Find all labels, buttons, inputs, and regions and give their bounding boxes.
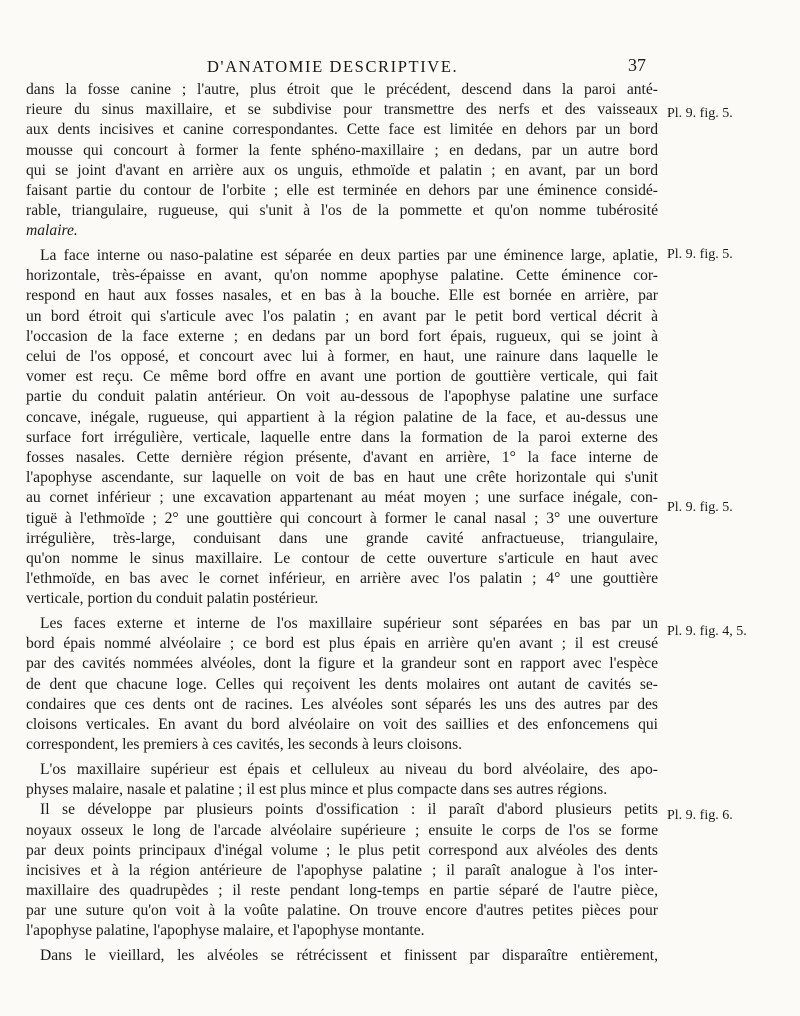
text-line: correspondent, les premiers à ces cavités, les seconds à leurs cloisons. bbox=[26, 736, 463, 754]
text-line: mousse qui concourt à former la fente sphéno-maxillaire ; en dedans, par un autre bord bbox=[26, 141, 658, 159]
text-line: l'ethmoïde, en bas avec le cornet inférieur, en arrière avec l'os palatin ; 4° une gouttière bbox=[26, 570, 658, 588]
text-line: La face interne ou naso-palatine est séparée en deux parties par une éminence large, aplatie, bbox=[40, 247, 658, 265]
text-line: par une suture qu'on voit à la voûte palatine. On trouve encore d'autres petites pièces pour bbox=[26, 902, 658, 920]
text-line: par deux points principaux d'inégal volume ; le plus petit correspond aux alvéoles des dents bbox=[26, 841, 658, 859]
text-line: dans la fosse canine ; l'autre, plus étroit que le précédent, descend dans la paroi anté- bbox=[26, 81, 658, 98]
text-line: vomer est reçu. Ce même bord offre en avant une portion de gouttière verticale, qui fait bbox=[26, 368, 658, 386]
main-text bbox=[26, 80, 658, 966]
text-line: L'os maxillaire supérieur est épais et celluleux au niveau du bord alvéolaire, des apo- bbox=[40, 760, 658, 778]
text-line: l'apophyse ascendante, sur laquelle on voit de bas en haut une crête horizontale qui s'unit bbox=[26, 469, 658, 487]
text-line: tiguë à l'ethmoïde ; 2° une gouttière qui concourt à former le canal nasal ; 3° une ouverture bbox=[26, 509, 658, 527]
paragraph-5 bbox=[26, 800, 658, 941]
text-line: bord épais nommé alvéolaire ; ce bord est plus épais en arrière qu'en avant ; il est creusé bbox=[26, 635, 658, 653]
text-line: partie du conduit palatin antérieur. On voit au-dessous de l'apophyse palatine une surface bbox=[26, 388, 658, 406]
text-line: celui de l'os opposé, et concourt avec lui à former, en haut, une rainure dans laquelle le bbox=[26, 348, 658, 366]
paragraph-1 bbox=[26, 80, 658, 242]
text-line: au cornet inférieur ; une excavation appartenant au méat moyen ; une surface inégale, con- bbox=[26, 489, 658, 507]
paragraph-6 bbox=[26, 946, 658, 966]
text-line: respond en haut aux fosses nasales, et en bas à la bouche. Elle est bornée en arrière, par bbox=[26, 287, 658, 305]
text-line: concave, inégale, rugueuse, qui appartient à la région palatine de la face, et au-dessus une bbox=[26, 408, 658, 426]
paragraph-3 bbox=[26, 614, 658, 755]
text-line: qu'on nomme le sinus maxillaire. Le contour de cette ouverture s'articule en haut avec bbox=[26, 549, 658, 567]
text-line: de dent que chacune loge. Celles qui reçoivent les dents molaires ont autant de cavités se- bbox=[26, 675, 658, 693]
text-line: incisives et à la région antérieure de l'apophyse palatine ; il paraît analogue à l'os inter- bbox=[26, 861, 658, 879]
text-line: qui se joint d'avant en arrière aux os unguis, ethmoïde et palatin ; en avant, par un bord bbox=[26, 161, 658, 179]
plate-reference: Pl. 9. fig. 6. bbox=[667, 808, 733, 823]
paragraph-4 bbox=[26, 760, 658, 800]
text-line: noyaux osseux le long de l'arcade alvéolaire supérieure ; ensuite le corps de l'os se forme bbox=[26, 821, 658, 839]
text-line: horizontale, très-épaisse en avant, qu'on nomme apophyse palatine. Cette éminence cor- bbox=[26, 267, 658, 285]
text-line: condaires que ces dents ont de racines. Les alvéoles sont séparés les uns des autres par des bbox=[26, 695, 658, 713]
text-line: malaire. bbox=[26, 222, 78, 240]
page-number: 37 bbox=[628, 55, 646, 75]
plate-reference: Pl. 9. fig. 5. bbox=[667, 247, 733, 262]
text-line: maxillaire des quadrupèdes ; il reste pendant long-temps en partie séparé de l'autre pièce, bbox=[26, 882, 658, 900]
text-line: rieure du sinus maxillaire, et se subdivise pour transmettre des nerfs et des vaisseaux bbox=[26, 101, 658, 119]
text-line: l'apophyse palatine, l'apophyse malaire, et l'apophyse montante. bbox=[26, 922, 425, 940]
text-line: physes malaire, nasale et palatine ; il est plus mince et plus compacte dans ses autres régions. bbox=[26, 781, 608, 799]
text-line: un bord étroit qui s'articule avec l'os palatin ; en avant par le petit bord vertical décrit à bbox=[26, 307, 658, 325]
plate-reference: Pl. 9. fig. 5. bbox=[667, 500, 733, 515]
text-line: par des cavités nommées alvéoles, dont la figure et la grandeur sont en rapport avec l'espèce bbox=[26, 655, 658, 673]
text-line: Il se développe par plusieurs points d'ossification : il paraît d'abord plusieurs petits bbox=[40, 801, 658, 819]
text-line: aux dents incisives et canine correspondantes. Cette face est limitée en dehors par un bord bbox=[26, 121, 658, 139]
text-line: cloisons verticales. En avant du bord alvéolaire on voit des saillies et des enfoncemens qui bbox=[26, 716, 658, 733]
text-line: verticale, portion du conduit palatin postérieur. bbox=[26, 590, 319, 608]
text-line: rable, triangulaire, rugueuse, qui s'unit à l'os de la pommette et qu'on nomme tubérosité bbox=[26, 202, 658, 220]
plate-reference: Pl. 9. fig. 5. bbox=[667, 106, 733, 121]
text-line: Dans le vieillard, les alvéoles se rétrécissent et finissent par disparaître entièrement, bbox=[40, 947, 658, 965]
running-title: D'ANATOMIE DESCRIPTIVE. bbox=[207, 57, 459, 76]
text-line: Les faces externe et interne de l'os maxillaire supérieur sont séparées en bas par un bbox=[40, 615, 658, 633]
text-line: faisant partie du contour de l'orbite ; elle est terminée en dehors par une éminence considé- bbox=[26, 181, 658, 199]
text-line: surface fort irrégulière, verticale, laquelle entre dans la formation de la paroi externe des bbox=[26, 428, 658, 446]
text-line: fosses nasales. Cette dernière région présente, d'avant en arrière, 1° la face interne de bbox=[26, 448, 658, 466]
plate-reference: Pl. 9. fig. 4, 5. bbox=[667, 624, 747, 639]
text-line: l'occasion de la face externe ; en dedans par un bord fort épais, rugueux, qui se joint à bbox=[26, 327, 658, 345]
text-line: irrégulière, très-large, conduisant dans une grande cavité anfractueuse, triangulaire, bbox=[26, 529, 658, 547]
paragraph-2 bbox=[26, 246, 658, 609]
